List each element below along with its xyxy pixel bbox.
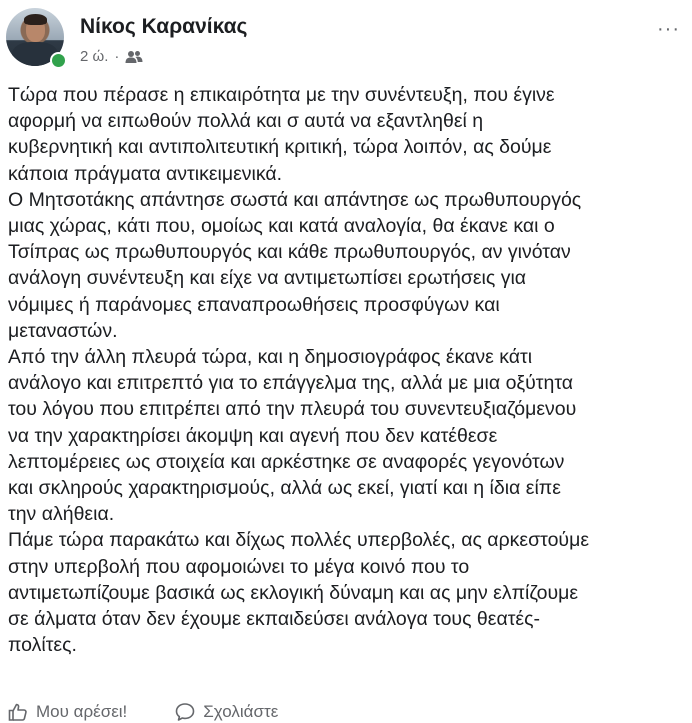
- post-text: [8, 82, 688, 658]
- online-status-indicator: [50, 52, 67, 69]
- author-name[interactable]: Νίκος Καρανίκας: [80, 15, 248, 38]
- post-paragraph: Τώρα που πέρασε η επικαιρότητα με την συνέντευξη, που έγινε αφορμή να ειπωθούν πολλά και σ αυτά να εξαντληθεί η κυβερνητική και αντιπολιτευτική κριτική, τώρα λοιπόν, ας δούμε κάποια πράγματα αντικειμενικά.: [8, 84, 555, 185]
- like-label: Μου αρέσει!: [36, 701, 128, 721]
- post-header: [6, 8, 686, 74]
- post-meta: [80, 48, 143, 65]
- comment-button[interactable]: [175, 700, 278, 723]
- avatar-hair: [24, 14, 47, 25]
- post-actions: [8, 700, 688, 723]
- post-paragraph: Πάμε τώρα παρακάτω και δίχως πολλές υπερβολές, ας αρκεστούμε στην υπερβολή που αφομοιώνει το μέγα κοινό που το αντιμετωπίζουμε βασικά ως εκλογική δύναμη και ας μην ελπίζουμε σε άλματα όταν δεν έχουμε εκπαιδεύσει ανάλογα τους θεατές- πολίτες.: [8, 529, 590, 657]
- like-button[interactable]: [8, 700, 127, 723]
- post-timestamp[interactable]: 2 ώ.: [80, 48, 109, 65]
- more-options-icon[interactable]: ···: [657, 18, 680, 40]
- comment-label: Σχολιάστε: [203, 701, 279, 721]
- post-paragraph: Από την άλλη πλευρά τώρα, και η δημοσιογράφος έκανε κάτι ανάλογο και επιτρεπτό για το επάγγελμα της, αλλά με μια οξύτητα του λόγου που επιτρέπει από την πλευρά του συνεντευξιαζόμενου να την χαρακτηρίσει άκομψη και αγενή που δεν κατέθεσε λεπτομέρειες ως στοιχεία και αρκέστηκε σε αναφορές γεγονότων και σκληρούς χαρακτηρισμούς, αλλά ως εκεί, γιατί και η ίδια είπε την αλήθεια.: [8, 346, 577, 526]
- friends-icon[interactable]: [125, 50, 143, 64]
- meta-separator: ·: [114, 48, 120, 65]
- comment-icon: [175, 702, 195, 722]
- post-paragraph: Ο Μητσοτάκης απάντησε σωστά και απάντησε ως πρωθυπουργός μιας χώρας, κάτι που, ομοίως και κατά αναλογία, θα έκανε και ο Τσίπρας ως πρωθυπουργός και κάθε πρωθυπουργός, αν γινόταν ανάλογη συνέντευξη και είχε να αντιμετωπίσει ερωτήσεις για νόμιμες ή παράνομες επαναπροωθήσεις προσφύγων και μεταναστών.: [8, 188, 582, 342]
- like-icon: [8, 702, 28, 722]
